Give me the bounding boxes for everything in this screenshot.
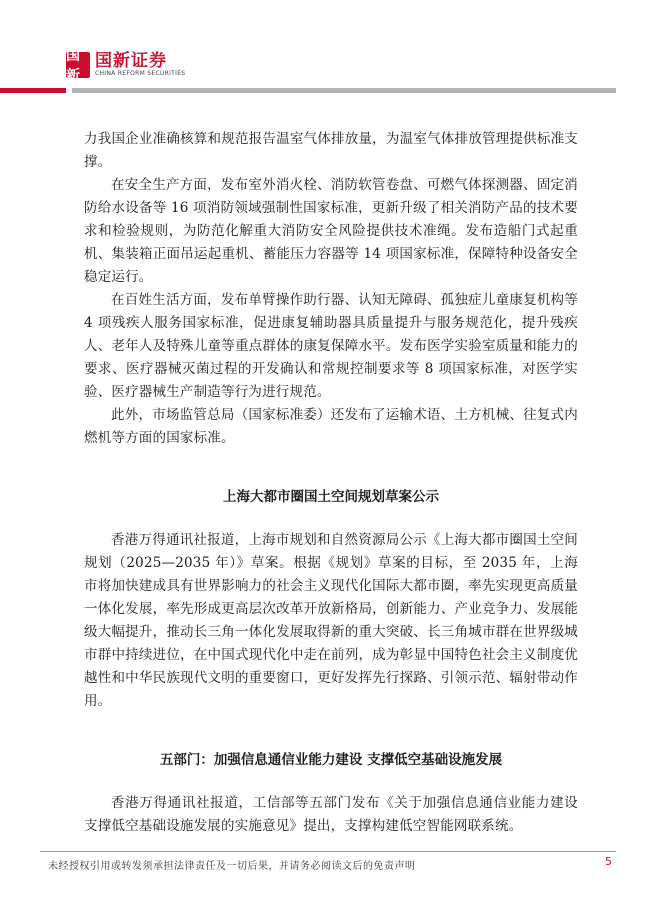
section-title: 上海大都市圈国土空间规划草案公示 — [223, 489, 439, 505]
paragraph: 在百姓生活方面，发布单臂操作助行器、认知无障碍、孤独症儿童康复机构等 4 项残疾人服务国家标准，促进康复辅助器具质量提升与服务规范化，提升残疾人、老年人及特殊儿童等重点群体的康复保障水平。发布医学实验室质量和能力的要求、医疗器械灭菌过程的开发确认和常规控制要求等 8 项国家标准，对医学实验、医疗器械生产制造等行为进行规范。 — [84, 292, 578, 400]
footer-divider — [40, 851, 616, 852]
logo-cn: 国新证券 — [95, 51, 167, 71]
document-body — [84, 128, 578, 838]
paragraph: 在安全生产方面，发布室外消火栓、消防软管卷盘、可燃气体探测器、固定消防给水设备等 16 项消防领域强制性国家标准，更新升级了相关消防产品的技术要求和检验规则，为防范化解重大消防安全风险提供技术准绳。发布造船门式起重机、集装箱正面吊运起重机、蓄能压力容器等 14 项国家标准，保障特种设备安全稳定运行。 — [84, 177, 578, 285]
paragraph: 香港万得通讯社报道，上海市规划和自然资源局公示《上海大都市圈国土空间规划（2025—2035 年）》草案。根据《规划》草案的目标，至 2035 年，上海市将加快建成具有世界影响力的社会主义现代化国际大都市圈，率先实现更高质量一体化发展，率先形成更高层次改革开放新格局，创新能力、产业竞争力、发展能级大幅提升，推动长三角一体化发展取得新的重大突破、长三角城市群在世界级城市群中持续进位，在中国式现代化中走在前列，成为彰显中国特色社会主义制度优越性和中华民族现代文明的重要窗口，更好发挥先行探路、引领示范、辐射带动作用。 — [84, 532, 578, 709]
header-rule-red — [0, 88, 66, 93]
logo-text — [95, 52, 185, 78]
logo-mark: 国新 — [66, 52, 90, 78]
paragraph: 香港万得通讯社报道，工信部等五部门发布《关于加强信息通信业能力建设 支撑低空基础设施发展的实施意见》提出，支撑构建低空智能网联系统。 — [84, 795, 578, 834]
page-number: 5 — [605, 855, 612, 868]
paragraph: 此外，市场监管总局（国家标准委）还发布了运输术语、土方机械、往复式内燃机等方面的国家标准。 — [84, 407, 578, 446]
logo-en: CHINA REFORM SECURITIES — [95, 70, 186, 77]
section-title: 五部门：加强信息通信业能力建设 支撑低空基础设施发展 — [159, 752, 503, 768]
header-rule-gray — [72, 88, 616, 93]
paragraph: 力我国企业准确核算和规范报告温室气体排放量，为温室气体排放管理提供标准支撑。 — [84, 131, 578, 170]
footer-disclaimer: 未经授权引用或转发须承担法律责任及一切后果，并请务必阅读文后的免责声明 — [48, 861, 416, 872]
header-logo — [66, 48, 186, 84]
